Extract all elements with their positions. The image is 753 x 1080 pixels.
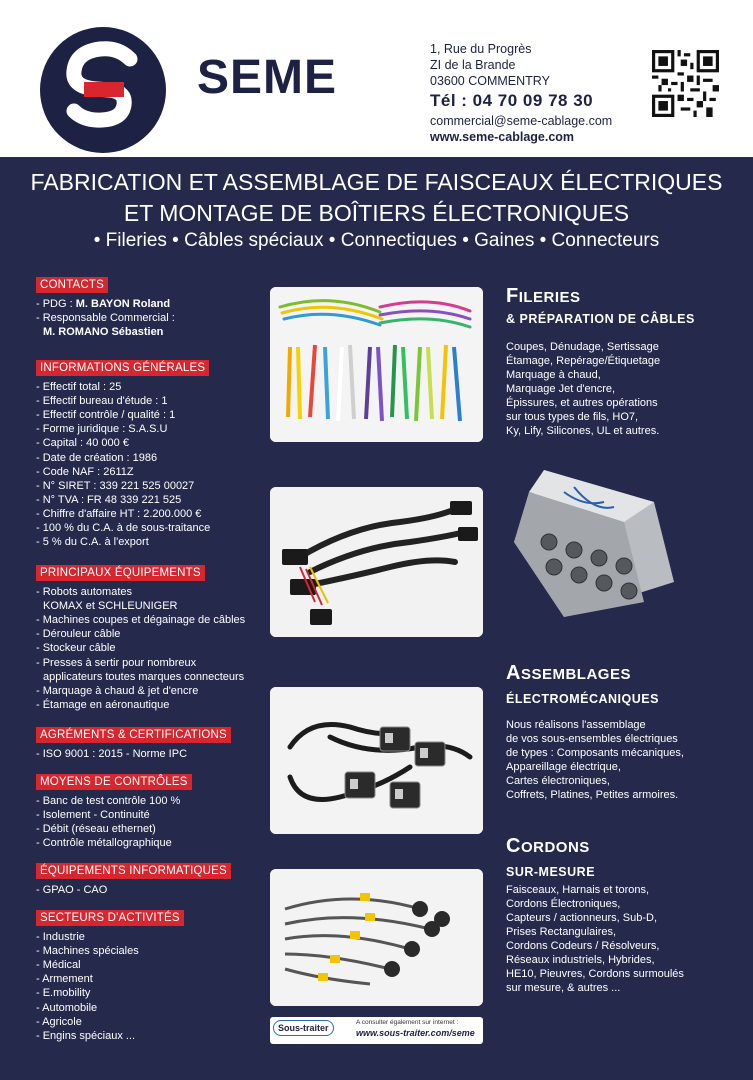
controles-section [36,774,266,850]
title-rest: ORDONS [520,839,590,856]
list-item: - 100 % du C.A. à de sous-traitance [36,522,211,535]
list-item: - 5 % du C.A. à l'export [36,536,149,549]
list-item: - N° SIRET : 339 221 525 00027 [36,479,195,492]
address-line: ZI de la Brande [430,58,516,72]
assemblages-subtitle: ÉLECTROMÉCANIQUES [506,692,659,706]
phone-number: Tél : 04 70 09 78 30 [430,91,594,110]
resp-role: - Responsable Commercial : [36,312,175,325]
list-item: - Forme juridique : S.A.S.U [36,423,168,436]
list-item: - E.mobility [36,987,91,1000]
resp-name: M. ROMANO Sébastien [43,326,164,339]
contacts-section [36,277,266,339]
headline-line: FABRICATION ET ASSEMBLAGE DE FAISCEAUX ÉLECTRIQUES [30,169,723,195]
list-item: de vos sous-ensembles électriques [506,733,678,745]
list-item: - Effectif total : 25 [36,381,122,394]
infos-section [36,360,266,549]
title-cap: F [506,285,519,307]
main-content [0,157,753,1080]
list-item: Coupes, Dénudage, Sertissage [506,341,659,353]
connector-cables-image [270,687,483,834]
website-link[interactable]: www.seme-cablage.com [430,130,575,144]
equipements-list [36,585,266,712]
fileries-subtitle: & PRÉPARATION DE CÂBLES [506,312,695,326]
list-item: - Chiffre d'affaire HT : 2.200.000 € [36,507,202,520]
qr-code-icon [652,50,719,117]
section-label: ÉQUIPEMENTS INFORMATIQUES [36,863,231,879]
informatique-list [36,883,266,897]
list-item: - Stockeur câble [36,642,116,655]
equipements-section [36,565,266,712]
fileries-text [506,340,736,438]
list-item: - Armement [36,973,93,986]
list-item: Épissures, et autres opérations [506,397,658,409]
title-cap: A [506,662,521,684]
list-item: - Étamage en aéronautique [36,698,170,711]
list-item: de types : Composants mécaniques, [506,747,684,759]
list-item: Étamage, Repérage/Étiquetage [506,355,661,367]
list-item: sur tous types de fils, HO7, [506,411,639,423]
secteurs-list [36,930,266,1043]
list-item: Cordons Électroniques, [506,898,621,910]
list-item: - Effectif contrôle / qualité : 1 [36,409,176,422]
assemblages-photo [270,687,483,834]
list-item: HE10, Pieuvres, Cordons surmoulés [506,968,684,980]
page-headline [0,167,753,229]
seme-logo-icon [38,25,168,155]
section-label: AGRÉMENTS & CERTIFICATIONS [36,727,231,743]
controles-list [36,794,266,850]
pdg-line [36,297,266,311]
list-item: - Dérouleur câble [36,628,121,641]
list-item: Réseaux industriels, Hybrides, [506,954,655,966]
badge-url-link[interactable]: www.sous-traiter.com/seme [356,1028,475,1038]
list-item: KOMAX et SCHLEUNIGER [43,600,178,613]
list-item: - Code NAF : 2611Z [36,465,134,478]
list-item: - Marquage à chaud & jet d'encre [36,684,199,697]
pdg-prefix: - PDG : [36,298,76,311]
list-item: - Date de création : 1986 [36,451,158,464]
assemblages-title [506,662,631,685]
assemblages-text [506,718,736,802]
list-item: - Débit (réseau ethernet) [36,823,156,836]
section-label: SECTEURS D'ACTIVITÉS [36,910,184,926]
list-item: - Machines coupes et dégainage de câbles [36,614,246,627]
list-item: sur mesure, & autres ... [506,982,621,994]
list-item: applicateurs toutes marques connecteurs [43,670,245,683]
infos-list [36,380,266,549]
sensor-cords-image [270,869,483,1006]
list-item: Nous réalisons l'assemblage [506,719,646,731]
list-item: - ISO 9001 : 2015 - Norme IPC [36,748,188,761]
cordons-title [506,835,590,858]
badge-note: A consulter également sur internet : [356,1019,459,1026]
list-item: - Capital : 40 000 € [36,437,129,450]
list-item: - Médical [36,959,81,972]
informatique-section [36,863,266,897]
list-item: Ky, Lify, Silicones, UL et autres. [506,425,660,437]
list-item: - Engins spéciaux ... [36,1029,136,1042]
title-rest: SSEMBLAGES [520,666,631,683]
list-item: - Robots automates [36,586,132,599]
list-item: Marquage à chaud, [506,369,601,381]
fileries-title [506,285,581,308]
list-item: - GPAO - CAO [36,884,108,897]
section-label: CONTACTS [36,277,108,293]
title-cap: C [506,835,521,857]
list-item: - Automobile [36,1001,98,1014]
services-subline: • Fileries • Câbles spéciaux • Connectiques • Gaines • Connecteurs [93,230,660,251]
list-item: Cartes électroniques, [506,775,610,787]
sous-traiter-logo: Sous-traiter [273,1020,334,1036]
cordons-text [506,883,736,995]
contact-block [430,41,612,145]
secteurs-section [36,910,266,1043]
email-link[interactable]: commercial@seme-cablage.com [430,114,613,128]
section-label: PRINCIPAUX ÉQUIPEMENTS [36,565,205,581]
list-item: - Banc de test contrôle 100 % [36,795,181,808]
list-item: - Isolement - Continuité [36,809,150,822]
list-item: Coffrets, Platines, Petites armoires. [506,789,679,801]
cordons-subtitle: SUR-MESURE [506,865,596,879]
address-line: 1, Rue du Progrès [430,42,532,56]
section-label: INFORMATIONS GÉNÉRALES [36,360,209,376]
section-label: MOYENS DE CONTRÔLES [36,774,192,790]
list-item: Appareillage électrique, [506,761,621,773]
agrements-list [36,747,266,761]
list-item: - N° TVA : FR 48 339 221 525 [36,493,182,506]
fileries-photo [270,287,483,442]
brand-name: SEME [197,51,338,104]
list-item: Marquage Jet d'encre, [506,383,616,395]
list-item: - Industrie [36,931,85,944]
list-item: - Presses à sertir pour nombreux [36,656,197,669]
electronic-enclosure-image [504,462,684,624]
agrements-section [36,727,266,761]
sous-traiter-badge[interactable] [270,1017,483,1044]
list-item: Faisceaux, Harnais et torons, [506,884,650,896]
list-item: - Agricole [36,1015,82,1028]
list-item: Prises Rectangulaires, [506,926,617,938]
page-header [0,0,753,157]
list-item: - Effectif bureau d'étude : 1 [36,395,168,408]
list-item: Cordons Codeurs / Résolveurs, [506,940,660,952]
wiring-harness-image [270,487,483,637]
cordons-photo [270,869,483,1006]
harness-photo [270,487,483,637]
address-line: 03600 COMMENTRY [430,74,550,88]
pdg-name: M. BAYON Roland [75,298,171,311]
title-rest: ILERIES [518,289,581,306]
list-item: - Machines spéciales [36,945,139,958]
list-item: - Contrôle métallographique [36,837,172,850]
wire-bundles-image [270,287,483,442]
list-item: Capteurs / actionneurs, Sub-D, [506,912,658,924]
headline-line: ET MONTAGE DE BOÎTIERS ÉLECTRONIQUES [123,200,630,226]
